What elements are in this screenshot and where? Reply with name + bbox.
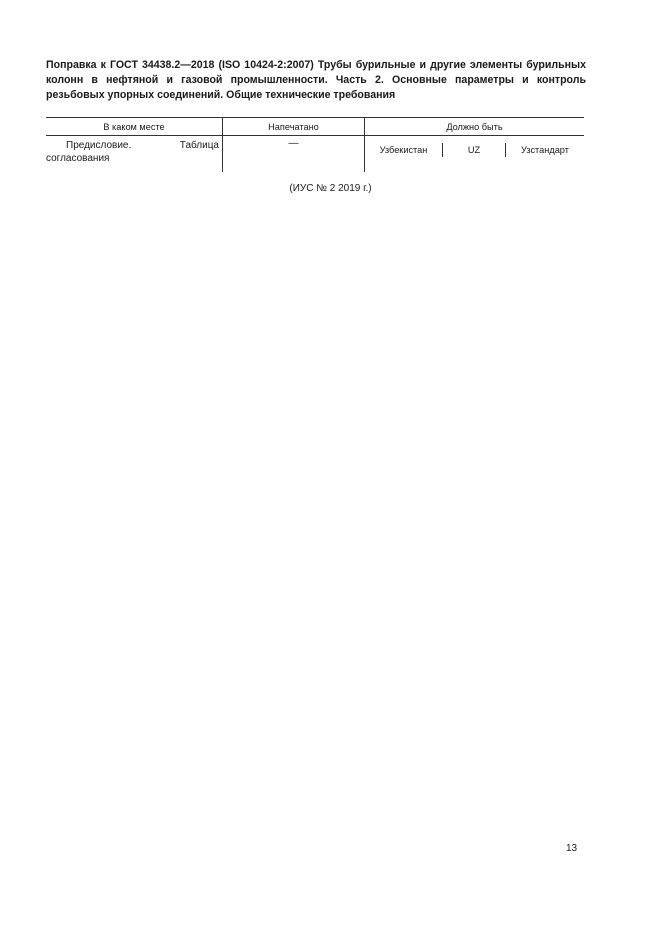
- correction-table: [46, 117, 584, 172]
- should-be-code: UZ: [443, 143, 506, 157]
- cell-place: Предисловие. Таблица согласования: [46, 140, 219, 164]
- table-row: [46, 136, 584, 173]
- source-reference: (ИУС № 2 2019 г.): [289, 183, 372, 194]
- cell-printed: —: [223, 136, 365, 173]
- should-be-agency: Узстандарт: [521, 145, 569, 155]
- correction-heading: Поправка к ГОСТ 34438.2—2018 (ISO 10424-2:2007) Трубы бурильные и другие элементы бурильных колонн в нефтяной и газовой промышленности. Часть 2. Основные параметры и контроль резьбовых упорных соединений. Общие технические требования: [46, 59, 586, 101]
- header-should-be: Должно быть: [364, 118, 584, 136]
- page-number: 13: [566, 843, 578, 854]
- should-be-country: Узбекистан: [365, 143, 443, 157]
- cell-should-be: [364, 136, 584, 173]
- header-printed: Напечатано: [223, 118, 365, 136]
- should-be-values: [365, 143, 584, 157]
- header-place: В каком месте: [46, 118, 223, 136]
- table-header-row: [46, 118, 584, 136]
